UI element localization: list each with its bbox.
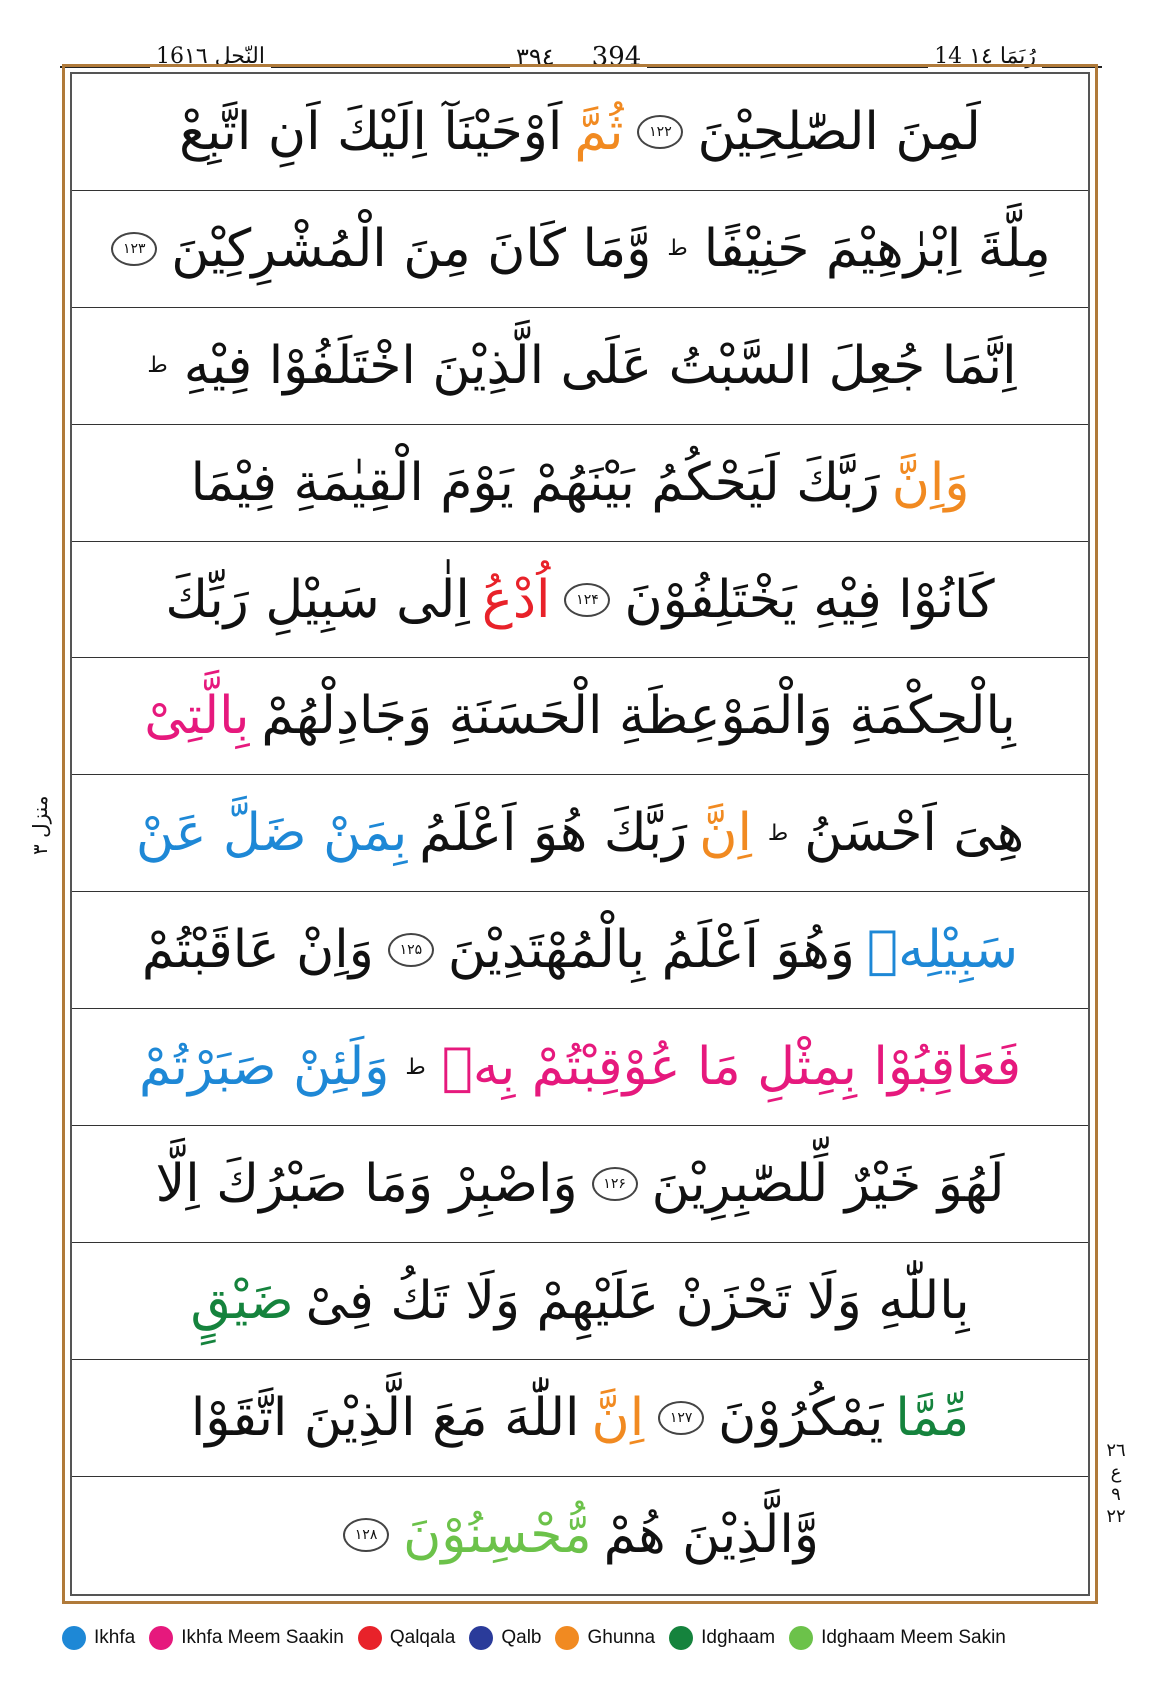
verse-text: مُّحْسِنُوْنَ xyxy=(403,1505,592,1566)
waqf-stop-sign: ط xyxy=(147,353,168,379)
juz-label: 14 رُبَمَا ١٤ xyxy=(928,40,1042,74)
legend-item xyxy=(669,1626,775,1650)
verse-text: بِالْحِكْمَةِ وَالْمَوْعِظَةِ الْحَسَنَةِ وَجَادِلْهُمْ xyxy=(261,686,1016,747)
verse-text: اِنَّمَا جُعِلَ السَّبْتُ عَلَى الَّذِيْنَ اخْتَلَفُوْا فِيْهِ xyxy=(183,335,1017,396)
legend-color-dot xyxy=(469,1626,493,1650)
legend-item xyxy=(62,1626,135,1650)
verse-text: وَهُوَ اَعْلَمُ بِالْمُهْتَدِيْنَ xyxy=(447,920,855,981)
verse-line xyxy=(72,425,1088,542)
verse-text: اللّٰهَ مَعَ الَّذِيْنَ اتَّقَوْا xyxy=(190,1387,580,1448)
legend-color-dot xyxy=(149,1626,173,1650)
verse-text: لَهُوَ خَيْرٌ لِّلصّٰبِرِيْنَ xyxy=(651,1153,1005,1214)
legend-label: Ghunna xyxy=(587,1627,656,1648)
verse-text: وَّالَّذِيْنَ هُمْ xyxy=(603,1505,819,1566)
legend-item xyxy=(469,1626,541,1650)
ruku-marker-part: ٢٦ xyxy=(1106,1440,1126,1461)
verse-text: وَاِنَّ xyxy=(891,452,970,513)
legend-color-dot xyxy=(669,1626,693,1650)
ruku-marker-part: ٢٢ xyxy=(1106,1506,1126,1527)
verse-text: مِّمَّا xyxy=(895,1387,970,1448)
verse-text: ثُمَّ xyxy=(574,101,624,162)
legend-color-dot xyxy=(358,1626,382,1650)
verse-line xyxy=(72,775,1088,892)
verse-text: بِمَنْ ضَلَّ عَنْ xyxy=(135,803,408,864)
legend-label: Ikhfa Meem Saakin xyxy=(181,1627,344,1648)
legend-label: Qalqala xyxy=(389,1627,456,1648)
legend-label: Qalb xyxy=(501,1627,542,1648)
legend-label: Ikhfa xyxy=(94,1627,136,1648)
verse-line xyxy=(72,1360,1088,1477)
verse-text: وَاِنْ عَاقَبْتُمْ xyxy=(141,920,374,981)
verse-text: وَاصْبِرْ وَمَا صَبْرُكَ اِلَّا xyxy=(155,1153,578,1214)
waqf-stop-sign: ط xyxy=(405,1054,426,1080)
legend-label: Idghaam xyxy=(701,1627,776,1648)
verse-line xyxy=(72,1243,1088,1360)
verse-line xyxy=(72,892,1088,1009)
verse-line xyxy=(72,658,1088,775)
verse-text: رَبَّكَ لَيَحْكُمُ بَيْنَهُمْ يَوْمَ الْقِيٰمَةِ فِيْمَا xyxy=(190,452,880,513)
surah-label: 16النّحل ١٦ xyxy=(150,40,271,74)
verse-text: فَعَاقِبُوْا بِمِثْلِ مَا عُوْقِبْتُمْ بِهٖ xyxy=(441,1037,1022,1098)
legend-item xyxy=(149,1626,344,1650)
legend-item xyxy=(555,1626,655,1650)
ruku-marker-part: ٩ xyxy=(1111,1484,1121,1505)
legend-item xyxy=(789,1626,1006,1650)
waqf-stop-sign: ط xyxy=(667,236,688,262)
verse-line xyxy=(72,1477,1088,1594)
page-number: 394 xyxy=(591,42,642,72)
legend-color-dot xyxy=(789,1626,813,1650)
verse-text: اِنَّ xyxy=(591,1387,645,1448)
verse-text: وَّمَا كَانَ مِنَ الْمُشْرِكِيْنَ xyxy=(171,218,652,279)
verse-line xyxy=(72,1126,1088,1243)
verse-lines xyxy=(72,74,1088,1594)
verse-text: اَوْحَيْنَآ اِلَيْكَ اَنِ اتَّبِعْ xyxy=(179,101,563,162)
tajweed-legend xyxy=(62,1618,1102,1658)
verse-text: اِنَّ xyxy=(699,803,752,864)
waqf-stop-sign: ط xyxy=(767,820,789,846)
verse-text: اُدْعُ xyxy=(481,569,551,630)
legend-label: Idghaam Meem Sakin xyxy=(821,1627,1006,1648)
verse-text: سَبِيْلِهٖ xyxy=(866,920,1019,981)
verse-text: ضَيْقٍ xyxy=(190,1270,294,1331)
legend-color-dot xyxy=(555,1626,579,1650)
ruku-marker-part: ع xyxy=(1110,1462,1122,1483)
verse-text: اِلٰى سَبِيْلِ رَبِّكَ xyxy=(165,569,470,630)
ayah-number-marker: ۱۲۵ xyxy=(388,933,434,967)
legend-color-dot xyxy=(62,1626,86,1650)
legend-item xyxy=(358,1626,456,1650)
ayah-number-marker: ۱۲۶ xyxy=(592,1167,638,1201)
verse-text: مِلَّةَ اِبْرٰهِيْمَ حَنِيْفًا xyxy=(703,218,1051,279)
verse-line xyxy=(72,74,1088,191)
ruku-marker xyxy=(1098,1440,1134,1528)
verse-text: رَبَّكَ هُوَ اَعْلَمُ xyxy=(419,803,688,864)
verse-line xyxy=(72,542,1088,659)
verse-text: وَلَئِنْ صَبَرْتُمْ xyxy=(138,1037,390,1098)
verse-text: كَانُوْا فِيْهِ يَخْتَلِفُوْنَ xyxy=(624,569,995,630)
verse-text: يَمْكُرُوْنَ xyxy=(718,1387,884,1448)
ayah-number-marker: ۱۲۷ xyxy=(658,1401,704,1435)
ayah-number-marker: ۱۲۸ xyxy=(343,1518,389,1552)
verse-line xyxy=(72,308,1088,425)
verse-text: هِىَ اَحْسَنُ xyxy=(804,803,1025,864)
verse-line xyxy=(72,191,1088,308)
verse-text: بِاللّٰهِ وَلَا تَحْزَنْ عَلَيْهِمْ وَلَا تَكُ فِىْ xyxy=(305,1270,970,1331)
ayah-number-marker: ۱۲۴ xyxy=(564,583,610,617)
manzil-marker: منزل ٣ xyxy=(28,795,52,855)
ayah-number-marker: ۱۲۳ xyxy=(111,232,157,266)
verse-text: بِالَّتِىْ xyxy=(144,686,250,747)
verse-line xyxy=(72,1009,1088,1126)
page-number-arabic: ٣٩٤ xyxy=(516,43,555,71)
ayah-number-marker: ۱۲۲ xyxy=(637,115,683,149)
verse-text: لَمِنَ الصّٰلِحِيْنَ xyxy=(697,101,981,162)
